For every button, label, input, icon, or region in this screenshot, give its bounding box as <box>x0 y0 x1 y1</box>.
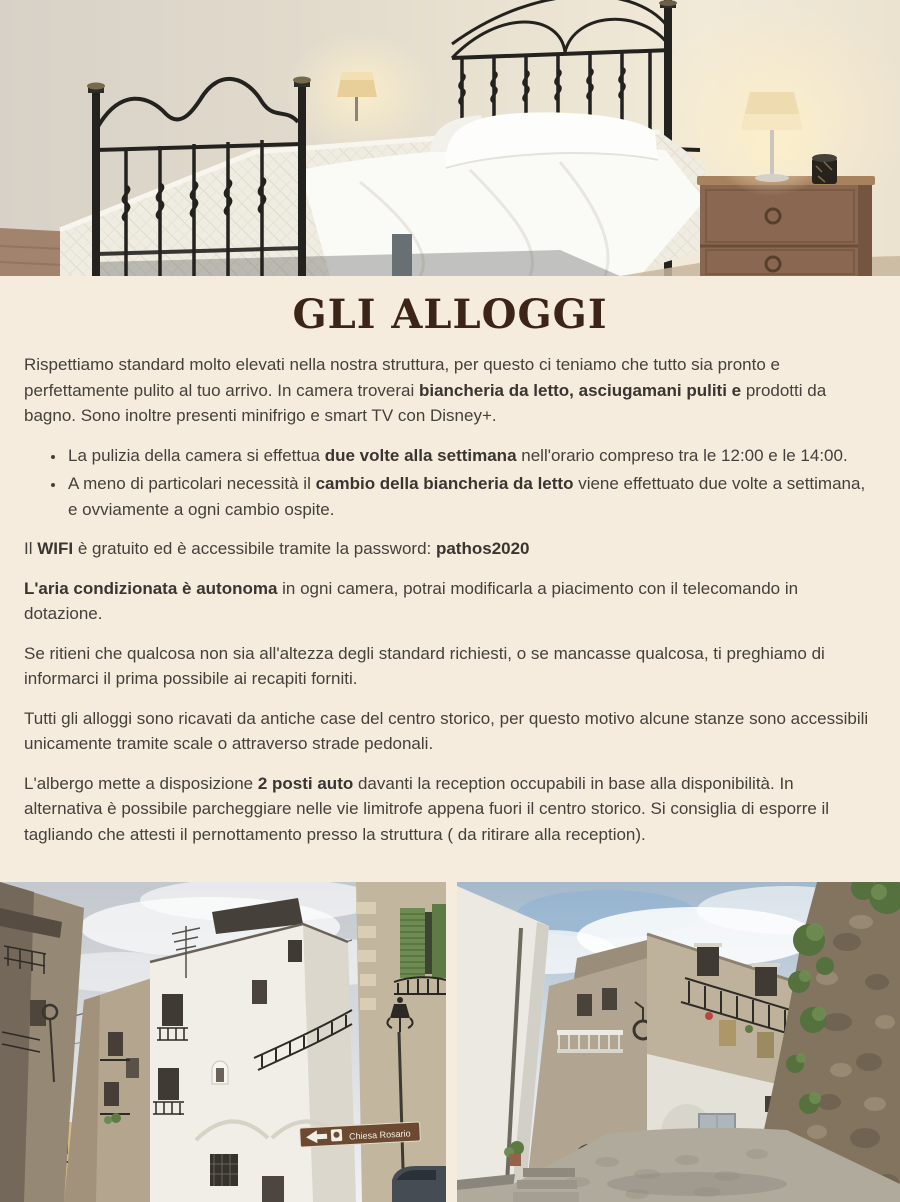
text: A meno di particolari necessità il <box>68 474 316 493</box>
street-left-illustration <box>0 882 446 1202</box>
bedroom-photo-illustration <box>0 0 900 276</box>
text: è gratuito ed è accessibile tramite la password: <box>73 539 436 558</box>
bed-leg <box>392 234 412 276</box>
bold-text: biancheria da letto, asciugamani puliti e <box>418 380 742 400</box>
bold-text: cambio della biancheria da letto <box>315 474 574 493</box>
street-photo-right <box>457 882 900 1202</box>
car <box>392 1166 446 1202</box>
candle-holder <box>812 154 837 184</box>
text: davanti la reception occupabili in base alla disponibilità. In alternativa è possibile parcheggiare nelle vie limitrofe appena fuori il centro storico. Si consiglia di esporre il tagliando che attesti il pernottamento presso la struttura ( da ritirare alla reception). <box>24 773 830 844</box>
text: Rispettiamo standard molto elevati nella nostra struttura, per questo ci teniamo che tutto sia pronto e perfettamente pulito al tuo arrivo. In camera troverai <box>24 355 780 400</box>
street-photos-row <box>0 882 900 1202</box>
bedroom-photo <box>0 0 900 276</box>
text: La pulizia della camera si effettua <box>68 445 325 465</box>
paragraph <box>24 641 876 692</box>
bold-text: due volte alla settimana <box>324 445 517 465</box>
bold-text: WIFI <box>37 539 74 558</box>
street-right-illustration <box>457 882 900 1202</box>
bold-text: 2 posti auto <box>257 773 354 793</box>
paragraph <box>24 536 876 562</box>
text: nell'orario compreso tra le 12:00 e le 14:00. <box>516 445 848 465</box>
paragraph <box>24 576 876 627</box>
bold-text: L'aria condizionata è autonoma <box>24 578 278 598</box>
text: in ogni camera, potrai modificarla a piacimento con il telecomando in dotazione. <box>24 578 799 623</box>
text: prodotti da bagno. Sono inoltre presenti minifrigo e smart TV con Disney+. <box>24 380 827 425</box>
text: Se ritieni che qualcosa non sia all'altezza degli standard richiesti, o se mancasse qualcosa, ti preghiamo di informarci il prima possibile ai recapiti forniti. <box>24 643 825 688</box>
list-item <box>66 443 876 469</box>
text: Tutti gli alloggi sono ricavati da antiche case del centro storico, per questo motivo alcune stanze sono accessibili unicamente tramite scale o attraverso strade pedonali. <box>24 708 869 753</box>
paragraph <box>24 352 876 429</box>
text: L'albergo mette a disposizione <box>24 773 258 793</box>
list-item <box>66 471 876 522</box>
green-shutters <box>400 904 446 978</box>
page-title: GLI ALLOGGI <box>292 291 608 338</box>
paragraph <box>24 706 876 757</box>
street-sign-label: Chiesa Rosario <box>348 1128 411 1142</box>
text: viene effettuato due volte a settimana, e ovviamente a ogni cambio ospite. <box>68 474 866 519</box>
bold-text: pathos2020 <box>435 539 530 558</box>
content <box>0 338 900 847</box>
street-photo-left <box>0 882 446 1202</box>
paragraph <box>24 771 876 848</box>
text: Il <box>24 539 38 558</box>
right-building <box>356 882 446 1202</box>
bullet-list <box>24 443 876 523</box>
